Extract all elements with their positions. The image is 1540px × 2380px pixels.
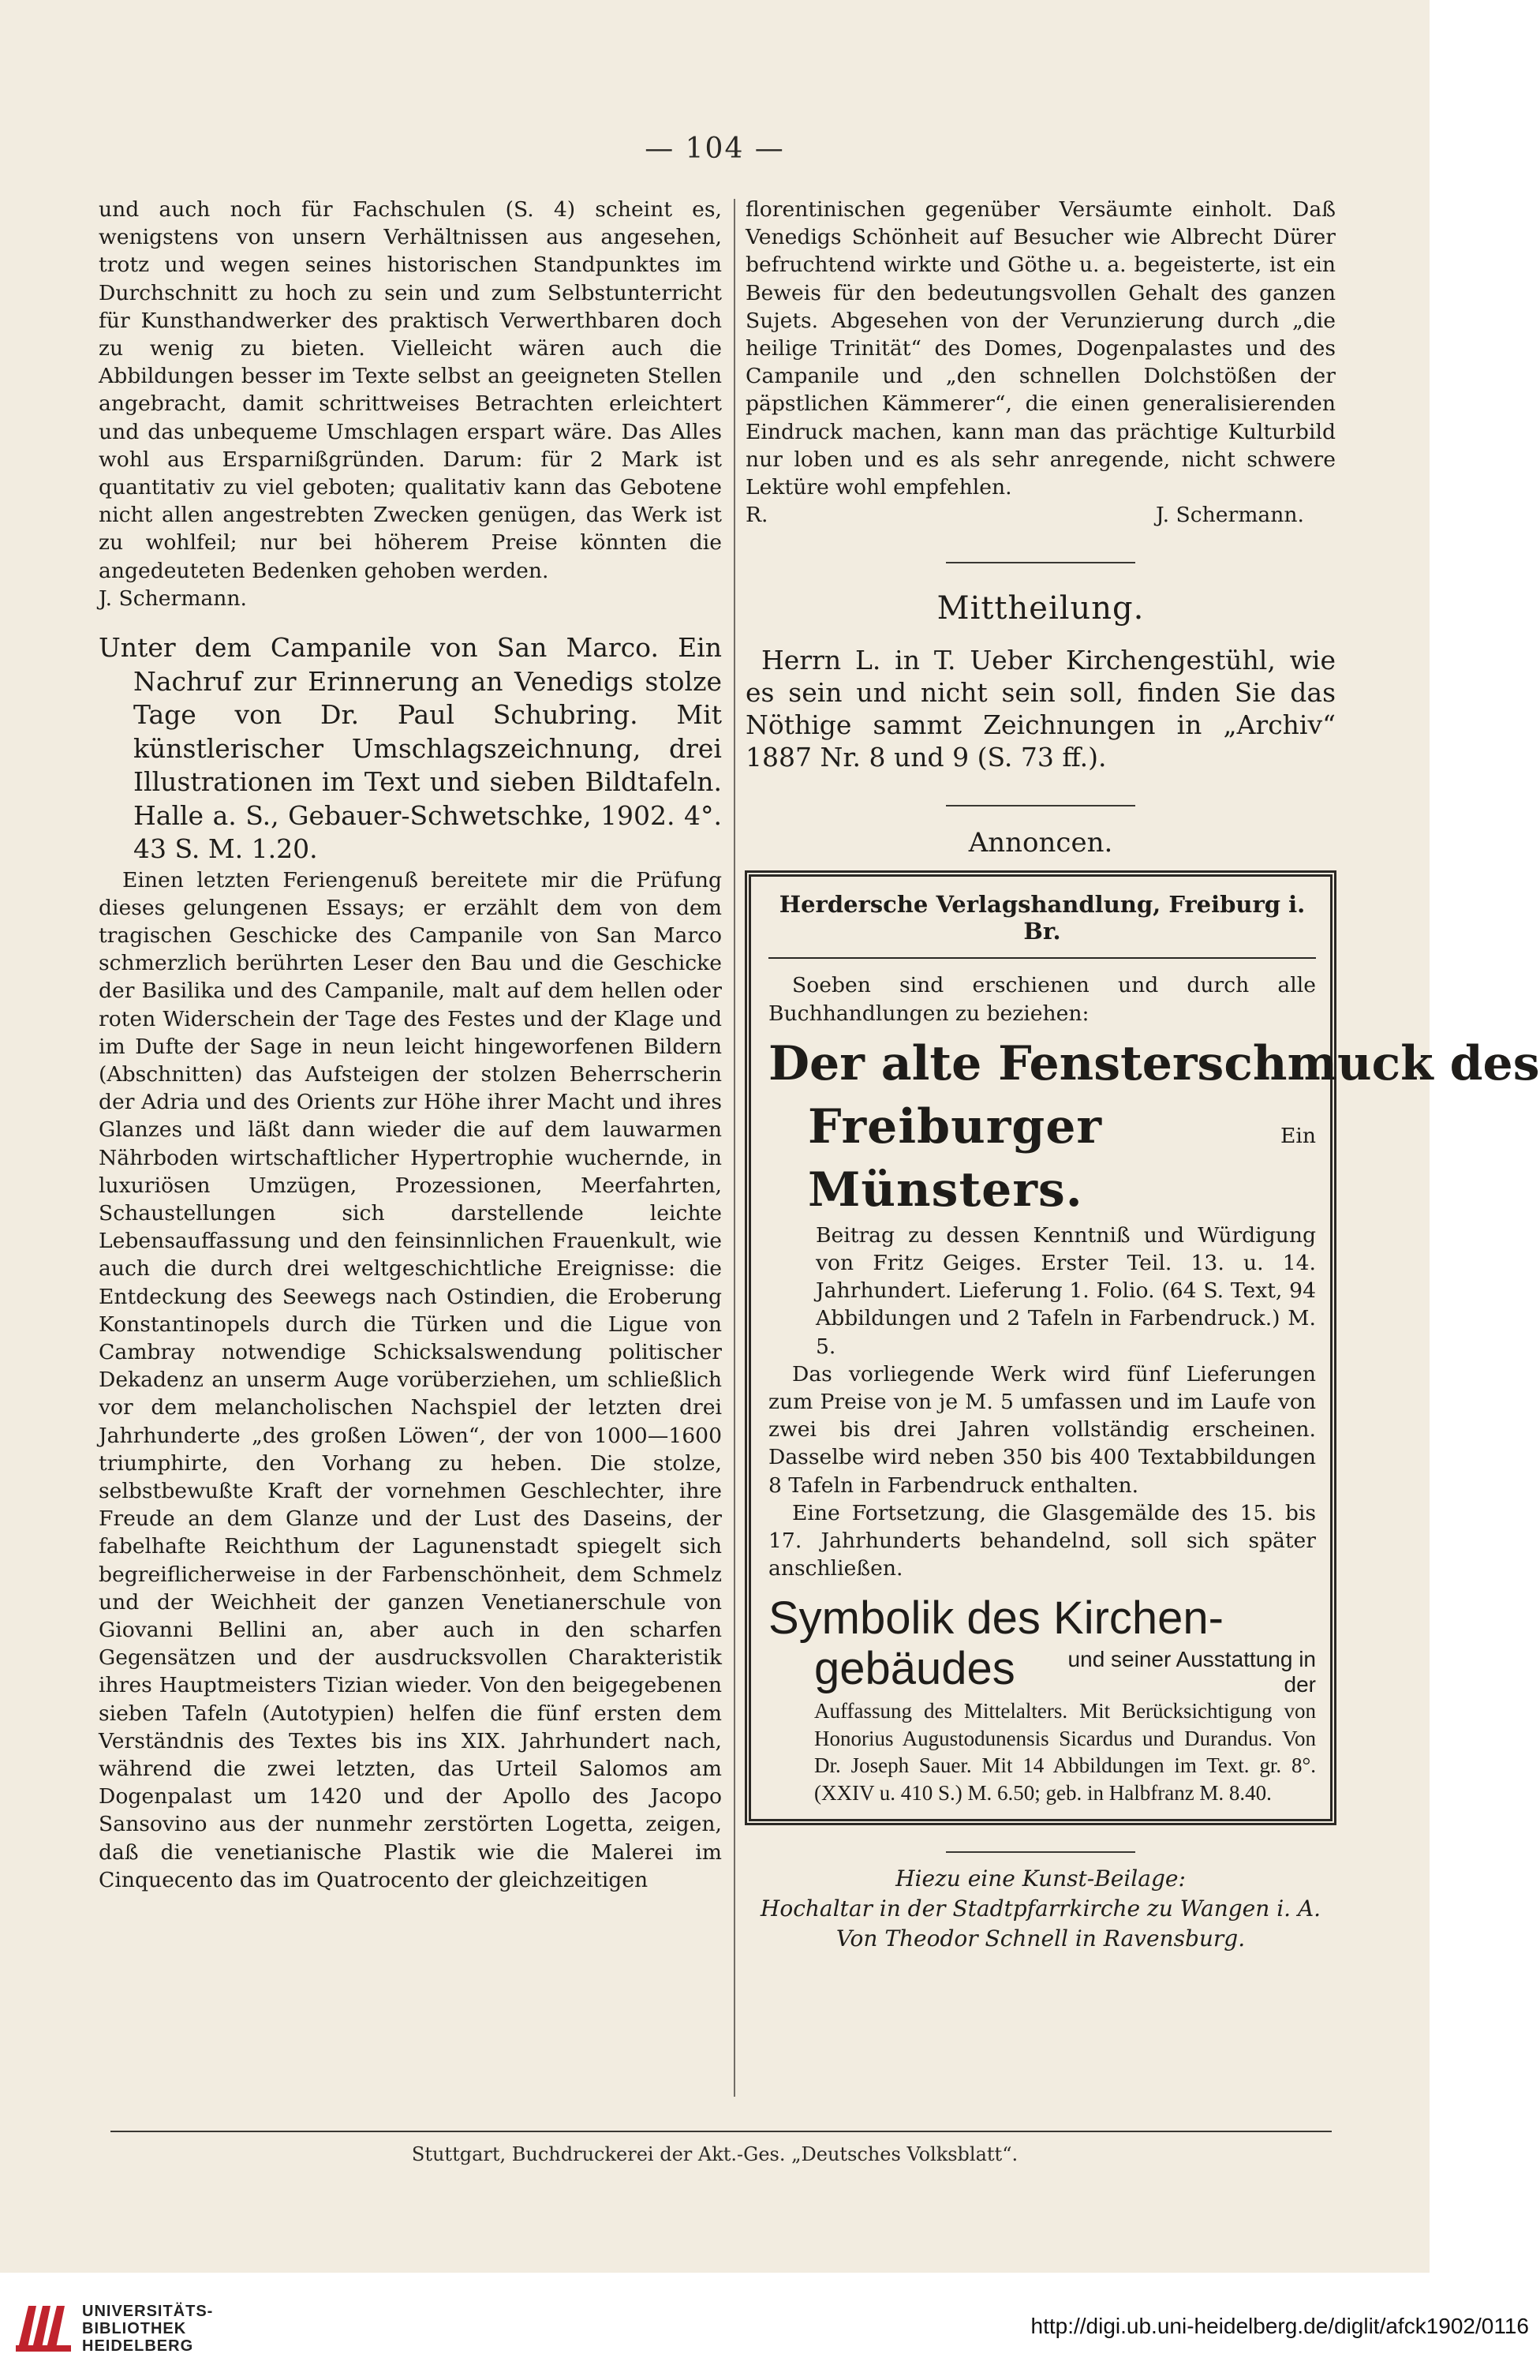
ad-book2-subtitle: und seiner Ausstattung in der	[1067, 1647, 1316, 1697]
column-divider	[734, 199, 735, 2097]
ad-book2-title-row	[768, 1644, 1316, 1697]
signature-name: J. Schermann.	[1156, 503, 1304, 528]
supplement-line-2: Hochaltar in der Stadtpfarrkirche zu Wangen i. A.	[760, 1895, 1321, 1922]
ad-book1-title-a: Der alte Fensterschmuck des	[768, 1035, 1540, 1091]
section-rule	[946, 1851, 1135, 1853]
ad-book1-title-b: Freiburger Münsters.	[808, 1098, 1103, 1218]
left-column	[99, 196, 722, 1894]
review-continuation-paragraph: und auch noch für Fachschulen (S. 4) scheint es, wenigstens von unsern Verhältnissen aus angesehen, trotz und wegen seines historischen Standpunktes im Durchschnitt zu hoch zu sein und zum Selbstunterricht für Kunsthandwerker des praktisch Verwerthbaren doch zu wenig zu bieten. Vielleicht wären auch die Abbildungen besser im Texte selbst an geeigneten Stellen angebracht, damit schrittweises Betrachten erleichtert und das unbequeme Umschlagen erspart wäre. Das Alles wohl aus Ersparnißgründen. Darum: für 2 Mark ist quantitativ zu viel geboten; qualitativ kann das Gebotene nicht allen angestrebten Zwecken genügen, das Werk ist zu wohlfeil; nur bei höherem Preise könnten die angedeuteten Bedenken gehoben werden.	[99, 197, 722, 583]
page-number: — 104 —	[645, 133, 785, 165]
footer-rule	[110, 2131, 1332, 2132]
right-column	[746, 196, 1540, 1954]
section-rule	[946, 562, 1135, 563]
book-review-body: Einen letzten Feriengenuß bereitete mir die Prüfung dieses gelungenen Essays; er erzählt dem von dem tragischen Geschicke des Campanile von San Marco schmerzlich berührten Leser den Bau und die Geschicke der Basilika und des Campanile, malt auf dem hellen oder roten Widerschein der Tage des Festes und der Klage und im Dufte der Sage in neun leicht hingeworfenen Bildern (Abschnitten) das Aufsteigen der stolzen Beherrscherin der Adria und des Orients zur Höhe ihrer Macht und ihres Glanzes und läßt dann wieder die auf dem lauwarmen Nährboden wirtschaftlicher Hypertrophie wuchernde, in luxuriösen Umzügen, Prozessionen, Meerfahrten, Schaustellungen sich darstellende leichte Lebensauffassung und den feinsinnlichen Frauenkult, wie auch die durch drei weltgeschichtliche Ereignisse: die Entdeckung des Seewegs nach Ostindien, die Eroberung Konstantinopels durch die Türken und die Ligue von Cambray notwendige Schicksalswendung politischer Dekadenz an unserm Auge vorüberziehen, um schließlich vor dem melancholischen Nachspiel der letzten drei Jahrhunderte „des großen Löwen“, der von 1000—1600 triumphirte, den Vorhang zu heben. Die stolze, selbstbewußte Kraft der vornehmen Geschlechter, ihre Freude an dem Glanze und der Lust des Daseins, der fabelhafte Reichthum der Lagunenstadt spiegelt sich begreiflicherweise in der Farbenschönheit, dem Schmelz und der Weichheit der ganzen Venetianerschule von Giovanni Bellini an, aber auch in den scharfen Gegensätzen und der ausdrucksvollen Charakteristik ihres Hauptmeisters Tizian wieder. Von den beigegebenen sieben Tafeln (Autotypien) helfen die fünf ersten dem Verständnis des Textes bis ins XIX. Jahrhundert nach, während die zwei letzten, das Urteil Salomos am Dogenpalast um 1420 und der Apollo des Jacopo Sansovino aus der nunmehr zerstörten Logetta, zeigen, daß die venetianische Plastik wie die Malerei im Cinquecento das im Quatrocento der gleichzeitigen	[99, 867, 722, 1892]
ad-book2-text: Auffassung des Mittelalters. Mit Berücksichtigung von Honorius Augustodunensis Sicardus und Durandus. Von Dr. Joseph Sauer. Mit 14 Abbildungen im Text. gr. 8°. (XXIV u. 410 S.) M. 6.50; geb. in Halbfranz M. 8.40.	[814, 1699, 1316, 1805]
section-rule	[946, 805, 1135, 806]
review-end-paragraph: florentinischen gegenüber Versäumte einholt. Daß Venedigs Schönheit auf Besucher wie Albrecht Dürer befruchtend wirkte und Göthe u. a. begeisterte, ist ein Beweis für den bedeutungsvollen Gehalt des ganzen Sujets. Abgesehen von der Verunzierung durch „die heilige Trinität“ des Domes, Dogenpalastes und des Campanile und „den schnellen Dolchstößen der päpstlichen Kämmerer“, die einen generalisierenden Eindruck machen, kann man das prächtige Kulturbild nur loben und es als sehr anregende, nicht schwere Lektüre wohl empfehlen.	[746, 197, 1336, 500]
review-signature-line	[746, 501, 1336, 529]
ad-book1-continuation: Eine Fortsetzung, die Glasgemälde des 15. bis 17. Jahrhunderts behandelnd, soll sich später anschließen.	[768, 1500, 1316, 1581]
supplement-line-1: Hiezu eine Kunst-Beilage:	[895, 1865, 1186, 1892]
review-signature: J. Schermann.	[99, 586, 247, 611]
advertisement-box	[749, 874, 1540, 1821]
ad-book1-text: Beitrag zu dessen Kenntniß und Würdigung von Fritz Geiges. Erster Teil. 13. u. 14. Jahrhundert. Lieferung 1. Folio. (64 S. Text, 94 Abbildungen und 2 Tafeln in Farbendruck.) M. 5.	[816, 1222, 1316, 1359]
notice-text: Herrn L. in T. Ueber Kirchengestühl, wie es sein und nicht sein soll, finden Sie das Nöthige sammt Zeichnungen in „Archiv“ 1887 Nr. 8 und 9 (S. 73 ff.).	[746, 645, 1336, 773]
ad-book2-title: Symbolik des Kirchen-	[768, 1592, 1224, 1645]
ad-book1-title-line	[768, 1095, 1316, 1222]
ad-book1-ein: Ein	[1280, 1123, 1316, 1148]
library-name-line-2: BIBLIOTHEK	[82, 2320, 187, 2337]
printer-imprint: Stuttgart, Buchdruckerei der Akt.-Ges. „Deutsches Volksblatt“.	[411, 2143, 1019, 2165]
library-name-line-1: UNIVERSITÄTS-	[82, 2303, 214, 2320]
supplement-line-3: Von Theodor Schnell in Ravensburg.	[835, 1925, 1246, 1952]
signature-initial: R.	[746, 503, 768, 528]
ad-intro: Soeben sind erschienen und durch alle Buchhandlungen zu beziehen:	[768, 973, 1316, 1026]
ad-publisher: Herdersche Verlagshandlung, Freiburg i. Br.	[768, 891, 1316, 959]
source-url[interactable]: http://digi.ub.uni-heidelberg.de/diglit/afck1902/0116	[1030, 2314, 1529, 2338]
university-library-logo-icon	[13, 2300, 74, 2356]
library-name	[82, 2303, 213, 2355]
ad-book2-title-word: gebäudes	[814, 1643, 1015, 1695]
book-review-heading: Unter dem Campanile von San Marco. Ein Nachruf zur Erinnerung an Venedigs stolze Tage von Dr. Paul Schubring. Mit künstlerischer Umschlagszeichnung, drei Illustrationen im Text und sieben Bildtafeln. Halle a. S., Gebauer-Schwetschke, 1902. 4°. 43 S. M. 1.20.	[99, 632, 722, 865]
notice-title: Mittheilung.	[936, 590, 1145, 627]
annonce-title: Annoncen.	[968, 827, 1113, 859]
library-name-line-3: HEIDELBERG	[82, 2337, 194, 2355]
ad-book1-paragraph: Das vorliegende Werk wird fünf Lieferungen zum Preise von je M. 5 umfassen und im Laufe von zwei bis drei Jahren vollständig erscheinen. Dasselbe wird neben 350 bis 400 Textabbildungen 8 Tafeln in Farbendruck enthalten.	[768, 1361, 1316, 1498]
